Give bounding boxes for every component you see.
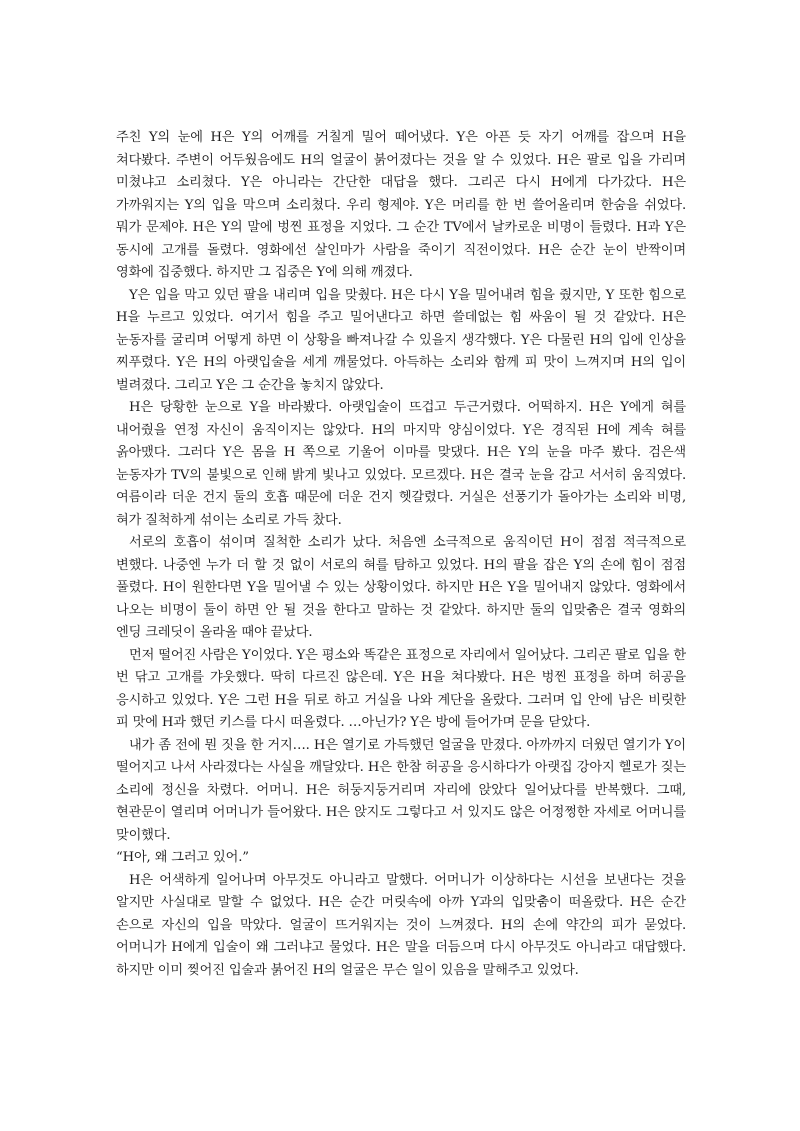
paragraph-3: H은 당황한 눈으로 Y을 바라봤다. 아랫입술이 뜨겁고 두근거렸다. 어떡하지. H은 Y에게 혀를 내어줬을 연정 자신이 움직이지는 않았다. H의 마지막 양심이었다. Y은 경직된 H에 계속 혀를 옭아맸다. 그러다 Y은 몸을 H 쪽으로 기울어 이마를 맞댔다. H은 Y의 눈을 마주 봤다. 검은색 눈동자가 TV의 불빛으로 인해 밝게 빛나고 있었다. 모르겠다. H은 결국 눈을 감고 서서히 움직였다. 여름이라 더운 건지 둘의 호흡 때문에 더운 건지 헷갈렸다. 거실은 선풍기가 돌아가는 소리와 비명, 혀가 질척하게 섞이는 소리로 가득 찼다. [116,400,686,528]
paragraph-2: Y은 입을 막고 있던 팔을 내리며 입을 맞췄다. H은 다시 Y을 밀어내려 힘을 줬지만, Y 또한 힘으로 H을 누르고 있었다. 여기서 힘을 주고 밀어낸다고 하면 쓸데없는 힘 싸움이 될 것 같았다. H은 눈동자를 굴리며 어떻게 하면 이 상황을 빠져나갈 수 있을지 생각했다. Y은 다물린 H의 입에 인상을 찌푸렸다. Y은 H의 아랫입술을 세게 깨물었다. 아득하는 소리와 함께 피 맛이 느껴지며 H의 입이 벌려졌다. 그리고 Y은 그 순간을 놓치지 않았다. [116,287,686,393]
paragraph-5: 먼저 떨어진 사람은 Y이었다. Y은 평소와 똑같은 표정으로 자리에서 일어났다. 그리곤 팔로 입을 한 번 닦고 고개를 갸웃했다. 딱히 다르진 않은데. Y은 H을 쳐다봤다. H은 벙찐 표정을 하며 허공을 응시하고 있었다. Y은 그런 H을 뒤로 하고 거실을 나와 계단을 올랐다. 그러며 입 안에 남은 비릿한 피 맛에 H과 했던 키스를 다시 떠올렸다. …아닌가? Y은 방에 들어가며 문을 닫았다. [116,647,686,730]
paragraph-7: H은 어색하게 일어나며 아무것도 아니라고 말했다. 어머니가 이상하다는 시선을 보낸다는 것을 알지만 사실대로 말할 수 없었다. H은 순간 머릿속에 아까 Y과의 입맞춤이 떠올랐다. H은 순간 손으로 자신의 입을 막았다. 얼굴이 뜨거워지는 것이 느껴졌다. H의 손에 약간의 피가 묻었다. 어머니가 H에게 입술이 왜 그러냐고 물었다. H은 말을 더듬으며 다시 아무것도 아니라고 대답했다. 하지만 이미 찢어진 입술과 붉어진 H의 얼굴은 무슨 일이 있음을 말해주고 있었다. [116,872,686,978]
paragraph-1: 주친 Y의 눈에 H은 Y의 어깨를 거칠게 밀어 떼어냈다. Y은 아픈 듯 자기 어깨를 잡으며 H을 쳐다봤다. 주변이 어두웠음에도 H의 얼굴이 붉어졌다는 것을 알 수 있었다. H은 팔로 입을 가리며 미쳤냐고 소리쳤다. Y은 아니라는 간단한 대답을 했다. 그리곤 다시 H에게 다가갔다. H은 가까워지는 Y의 입을 막으며 소리쳤다. 우리 형제야. Y은 머리를 한 번 쓸어올리며 한숨을 쉬었다. 뭐가 문제야. H은 Y의 말에 벙찐 표정을 지었다. 그 순간 TV에서 날카로운 비명이 들렸다. H과 Y은 동시에 고개를 돌렸다. 영화에선 살인마가 사람을 죽이기 직전이었다. H은 순간 눈이 반짝이며 영화에 집중했다. 하지만 그 집중은 Y에 의해 깨졌다. [116,130,686,280]
document-body [116,127,686,982]
paragraph-6: 내가 좀 전에 뭔 짓을 한 거지…. H은 열기로 가득했던 얼굴을 만졌다. 아까까지 더웠던 열기가 Y이 떨어지고 나서 사라졌다는 사실을 깨달았다. H은 한참 허공을 응시하다가 아랫집 강아지 헬로가 짖는 소리에 정신을 차렸다. 어머니. H은 허둥지둥거리며 자리에 앉았다 일어났다를 반복했다. 그때, 현관문이 열리며 어머니가 들어왔다. H은 앉지도 그렇다고 서 있지도 않은 어정쩡한 자세로 어머니를 맞이했다. [116,737,686,843]
dialogue-line: “H아, 왜 그러고 있어.” [116,850,249,865]
paragraph-4: 서로의 호흡이 섞이며 질척한 소리가 났다. 처음엔 소극적으로 움직이던 H이 점점 적극적으로 변했다. 나중엔 누가 더 할 것 없이 서로의 혀를 탐하고 있었다. H의 팔을 잡은 Y의 손에 힘이 점점 풀렸다. H이 원한다면 Y을 밀어낼 수 있는 상황이었다. 하지만 H은 Y을 밀어내지 않았다. 영화에서 나오는 비명이 둘이 하면 안 될 것을 한다고 말하는 것 같았다. 하지만 둘의 입맞춤은 결국 영화의 엔딩 크레딧이 올라올 때야 끝났다. [116,535,686,640]
